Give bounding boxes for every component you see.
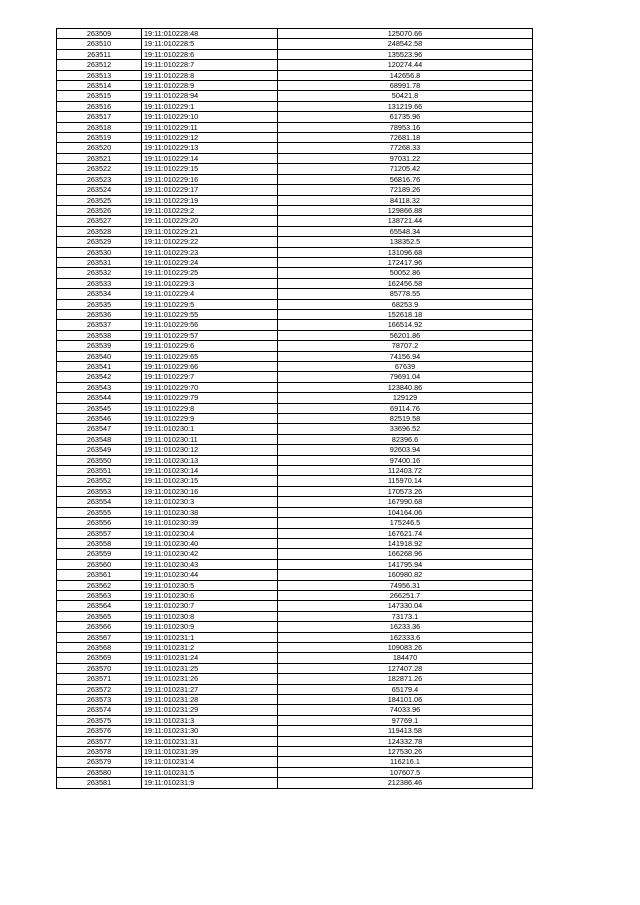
table-row	[57, 309, 533, 319]
cadastral-number-cell: 19:11:010228:5	[142, 39, 278, 49]
row-number-cell: 263557	[57, 528, 142, 538]
row-number-cell: 263512	[57, 60, 142, 70]
cadastral-number-cell: 19:11:010229:14	[142, 153, 278, 163]
cadastral-number-cell: 19:11:010229:20	[142, 216, 278, 226]
table-row	[57, 237, 533, 247]
row-number-cell: 263523	[57, 174, 142, 184]
cadastral-number-cell: 19:11:010230:16	[142, 486, 278, 496]
row-number-cell: 263520	[57, 143, 142, 153]
cadastral-number-cell: 19:11:010230:11	[142, 434, 278, 444]
value-cell: 127530.26	[278, 747, 533, 757]
cadastral-number-cell: 19:11:010229:24	[142, 257, 278, 267]
cadastral-number-cell: 19:11:010230:43	[142, 559, 278, 569]
table-row	[57, 382, 533, 392]
value-cell: 85778.55	[278, 289, 533, 299]
table-row	[57, 330, 533, 340]
value-cell: 141918.92	[278, 538, 533, 548]
table-row	[57, 538, 533, 548]
row-number-cell: 263526	[57, 205, 142, 215]
row-number-cell: 263535	[57, 299, 142, 309]
row-number-cell: 263564	[57, 601, 142, 611]
value-cell: 97031.22	[278, 153, 533, 163]
table-row	[57, 736, 533, 746]
cadastral-number-cell: 19:11:010229:17	[142, 185, 278, 195]
row-number-cell: 263554	[57, 497, 142, 507]
cadastral-number-cell: 19:11:010231:4	[142, 757, 278, 767]
cadastral-number-cell: 19:11:010229:16	[142, 174, 278, 184]
row-number-cell: 263546	[57, 414, 142, 424]
row-number-cell: 263513	[57, 70, 142, 80]
value-cell: 61735.96	[278, 112, 533, 122]
value-cell: 82396.6	[278, 434, 533, 444]
value-cell: 56201.86	[278, 330, 533, 340]
table-row	[57, 767, 533, 777]
table-row	[57, 757, 533, 767]
cadastral-number-cell: 19:11:010230:8	[142, 611, 278, 621]
row-number-cell: 263545	[57, 403, 142, 413]
row-number-cell: 263560	[57, 559, 142, 569]
value-cell: 124332.78	[278, 736, 533, 746]
value-cell: 182871.26	[278, 674, 533, 684]
cadastral-number-cell: 19:11:010231:25	[142, 663, 278, 673]
cadastral-number-cell: 19:11:010231:2	[142, 642, 278, 652]
row-number-cell: 263531	[57, 257, 142, 267]
table-row	[57, 466, 533, 476]
cadastral-number-cell: 19:11:010229:1	[142, 101, 278, 111]
table-row	[57, 684, 533, 694]
cadastral-number-cell: 19:11:010231:29	[142, 705, 278, 715]
table-row	[57, 424, 533, 434]
row-number-cell: 263509	[57, 29, 142, 39]
table-row	[57, 112, 533, 122]
value-cell: 33696.52	[278, 424, 533, 434]
value-cell: 16233.36	[278, 622, 533, 632]
data-table	[56, 28, 533, 789]
value-cell: 71205.42	[278, 164, 533, 174]
cadastral-number-cell: 19:11:010229:15	[142, 164, 278, 174]
cadastral-number-cell: 19:11:010229:9	[142, 414, 278, 424]
row-number-cell: 263574	[57, 705, 142, 715]
value-cell: 107607.5	[278, 767, 533, 777]
value-cell: 78953.16	[278, 122, 533, 132]
cadastral-number-cell: 19:11:010229:21	[142, 226, 278, 236]
table-row	[57, 268, 533, 278]
row-number-cell: 263527	[57, 216, 142, 226]
table-row	[57, 39, 533, 49]
cadastral-number-cell: 19:11:010231:26	[142, 674, 278, 684]
table-row	[57, 91, 533, 101]
value-cell: 138352.5	[278, 237, 533, 247]
row-number-cell: 263565	[57, 611, 142, 621]
value-cell: 104164.06	[278, 507, 533, 517]
table-row	[57, 642, 533, 652]
cadastral-number-cell: 19:11:010229:12	[142, 133, 278, 143]
table-row	[57, 778, 533, 788]
row-number-cell: 263537	[57, 320, 142, 330]
table-row	[57, 601, 533, 611]
value-cell: 135523.96	[278, 49, 533, 59]
row-number-cell: 263567	[57, 632, 142, 642]
value-cell: 74033.96	[278, 705, 533, 715]
cadastral-number-cell: 19:11:010229:22	[142, 237, 278, 247]
table-row	[57, 476, 533, 486]
table-row	[57, 611, 533, 621]
row-number-cell: 263544	[57, 393, 142, 403]
table-row	[57, 185, 533, 195]
row-number-cell: 263511	[57, 49, 142, 59]
row-number-cell: 263581	[57, 778, 142, 788]
table-row	[57, 414, 533, 424]
table-row	[57, 299, 533, 309]
table-row	[57, 580, 533, 590]
cadastral-number-cell: 19:11:010231:31	[142, 736, 278, 746]
row-number-cell: 263522	[57, 164, 142, 174]
table-row	[57, 216, 533, 226]
table-row	[57, 101, 533, 111]
value-cell: 147330.04	[278, 601, 533, 611]
value-cell: 212386.46	[278, 778, 533, 788]
table-row	[57, 559, 533, 569]
row-number-cell: 263553	[57, 486, 142, 496]
table-row	[57, 570, 533, 580]
row-number-cell: 263563	[57, 590, 142, 600]
cadastral-number-cell: 19:11:010229:8	[142, 403, 278, 413]
value-cell: 170573.26	[278, 486, 533, 496]
table-row	[57, 695, 533, 705]
row-number-cell: 263561	[57, 570, 142, 580]
row-number-cell: 263558	[57, 538, 142, 548]
value-cell: 79691.04	[278, 372, 533, 382]
cadastral-number-cell: 19:11:010228:8	[142, 70, 278, 80]
table-row	[57, 70, 533, 80]
row-number-cell: 263562	[57, 580, 142, 590]
value-cell: 266251.7	[278, 590, 533, 600]
cadastral-number-cell: 19:11:010228:7	[142, 60, 278, 70]
value-cell: 166514.92	[278, 320, 533, 330]
table-row	[57, 486, 533, 496]
cadastral-number-cell: 19:11:010231:28	[142, 695, 278, 705]
value-cell: 172417.96	[278, 257, 533, 267]
cadastral-number-cell: 19:11:010229:6	[142, 341, 278, 351]
cadastral-number-cell: 19:11:010230:14	[142, 466, 278, 476]
table-row	[57, 372, 533, 382]
table-row	[57, 122, 533, 132]
table-row	[57, 29, 533, 39]
row-number-cell: 263530	[57, 247, 142, 257]
value-cell: 116216.1	[278, 757, 533, 767]
row-number-cell: 263533	[57, 278, 142, 288]
value-cell: 84118.32	[278, 195, 533, 205]
cadastral-number-cell: 19:11:010230:7	[142, 601, 278, 611]
row-number-cell: 263510	[57, 39, 142, 49]
value-cell: 112403.72	[278, 466, 533, 476]
cadastral-number-cell: 19:11:010230:9	[142, 622, 278, 632]
row-number-cell: 263536	[57, 309, 142, 319]
cadastral-number-cell: 19:11:010229:11	[142, 122, 278, 132]
value-cell: 65179.4	[278, 684, 533, 694]
value-cell: 77268.33	[278, 143, 533, 153]
row-number-cell: 263549	[57, 445, 142, 455]
cadastral-number-cell: 19:11:010231:24	[142, 653, 278, 663]
value-cell: 141795.94	[278, 559, 533, 569]
cadastral-number-cell: 19:11:010230:12	[142, 445, 278, 455]
table-body	[57, 29, 533, 789]
row-number-cell: 263524	[57, 185, 142, 195]
table-row	[57, 497, 533, 507]
table-row	[57, 622, 533, 632]
value-cell: 138721.44	[278, 216, 533, 226]
table-row	[57, 278, 533, 288]
value-cell: 248542.58	[278, 39, 533, 49]
cadastral-number-cell: 19:11:010229:66	[142, 362, 278, 372]
cadastral-number-cell: 19:11:010229:79	[142, 393, 278, 403]
value-cell: 115970.14	[278, 476, 533, 486]
cadastral-number-cell: 19:11:010231:1	[142, 632, 278, 642]
row-number-cell: 263578	[57, 747, 142, 757]
cadastral-number-cell: 19:11:010230:5	[142, 580, 278, 590]
value-cell: 78707.2	[278, 341, 533, 351]
cadastral-number-cell: 19:11:010230:40	[142, 538, 278, 548]
row-number-cell: 263548	[57, 434, 142, 444]
row-number-cell: 263517	[57, 112, 142, 122]
row-number-cell: 263538	[57, 330, 142, 340]
value-cell: 166268.96	[278, 549, 533, 559]
row-number-cell: 263525	[57, 195, 142, 205]
row-number-cell: 263540	[57, 351, 142, 361]
value-cell: 72681.18	[278, 133, 533, 143]
value-cell: 129129	[278, 393, 533, 403]
row-number-cell: 263550	[57, 455, 142, 465]
cadastral-number-cell: 19:11:010230:38	[142, 507, 278, 517]
row-number-cell: 263576	[57, 726, 142, 736]
table-row	[57, 362, 533, 372]
table-row	[57, 445, 533, 455]
value-cell: 69114.76	[278, 403, 533, 413]
cadastral-number-cell: 19:11:010230:15	[142, 476, 278, 486]
row-number-cell: 263571	[57, 674, 142, 684]
row-number-cell: 263566	[57, 622, 142, 632]
cadastral-number-cell: 19:11:010229:19	[142, 195, 278, 205]
table-row	[57, 455, 533, 465]
value-cell: 82519.58	[278, 414, 533, 424]
table-row	[57, 153, 533, 163]
row-number-cell: 263542	[57, 372, 142, 382]
value-cell: 142656.8	[278, 70, 533, 80]
value-cell: 152618.18	[278, 309, 533, 319]
cadastral-number-cell: 19:11:010231:39	[142, 747, 278, 757]
row-number-cell: 263555	[57, 507, 142, 517]
row-number-cell: 263514	[57, 81, 142, 91]
cadastral-number-cell: 19:11:010229:10	[142, 112, 278, 122]
row-number-cell: 263573	[57, 695, 142, 705]
cadastral-number-cell: 19:11:010229:3	[142, 278, 278, 288]
cadastral-number-cell: 19:11:010230:13	[142, 455, 278, 465]
table-row	[57, 590, 533, 600]
value-cell: 73173.1	[278, 611, 533, 621]
row-number-cell: 263568	[57, 642, 142, 652]
cadastral-number-cell: 19:11:010229:65	[142, 351, 278, 361]
value-cell: 97400.16	[278, 455, 533, 465]
table-row	[57, 341, 533, 351]
cadastral-number-cell: 19:11:010229:2	[142, 205, 278, 215]
cadastral-number-cell: 19:11:010228:6	[142, 49, 278, 59]
cadastral-number-cell: 19:11:010229:7	[142, 372, 278, 382]
row-number-cell: 263534	[57, 289, 142, 299]
cadastral-number-cell: 19:11:010231:3	[142, 715, 278, 725]
table-row	[57, 747, 533, 757]
table-row	[57, 518, 533, 528]
table-row	[57, 705, 533, 715]
row-number-cell: 263570	[57, 663, 142, 673]
table-row	[57, 528, 533, 538]
value-cell: 50052.86	[278, 268, 533, 278]
table-row	[57, 289, 533, 299]
cadastral-number-cell: 19:11:010229:25	[142, 268, 278, 278]
row-number-cell: 263516	[57, 101, 142, 111]
row-number-cell: 263556	[57, 518, 142, 528]
value-cell: 67639	[278, 362, 533, 372]
cadastral-number-cell: 19:11:010231:27	[142, 684, 278, 694]
row-number-cell: 263547	[57, 424, 142, 434]
table-row	[57, 81, 533, 91]
row-number-cell: 263543	[57, 382, 142, 392]
table-row	[57, 60, 533, 70]
row-number-cell: 263532	[57, 268, 142, 278]
row-number-cell: 263528	[57, 226, 142, 236]
value-cell: 68991.78	[278, 81, 533, 91]
value-cell: 74156.94	[278, 351, 533, 361]
row-number-cell: 263518	[57, 122, 142, 132]
row-number-cell: 263529	[57, 237, 142, 247]
cadastral-number-cell: 19:11:010230:4	[142, 528, 278, 538]
row-number-cell: 263569	[57, 653, 142, 663]
row-number-cell: 263551	[57, 466, 142, 476]
row-number-cell: 263579	[57, 757, 142, 767]
table-row	[57, 653, 533, 663]
cadastral-number-cell: 19:11:010230:39	[142, 518, 278, 528]
value-cell: 167621.74	[278, 528, 533, 538]
table-row	[57, 164, 533, 174]
cadastral-number-cell: 19:11:010229:56	[142, 320, 278, 330]
cadastral-number-cell: 19:11:010229:70	[142, 382, 278, 392]
cadastral-number-cell: 19:11:010229:13	[142, 143, 278, 153]
row-number-cell: 263521	[57, 153, 142, 163]
cadastral-number-cell: 19:11:010228:48	[142, 29, 278, 39]
value-cell: 72189.26	[278, 185, 533, 195]
cadastral-number-cell: 19:11:010228:94	[142, 91, 278, 101]
row-number-cell: 263559	[57, 549, 142, 559]
value-cell: 68253.9	[278, 299, 533, 309]
table-row	[57, 195, 533, 205]
row-number-cell: 263580	[57, 767, 142, 777]
cadastral-number-cell: 19:11:010228:9	[142, 81, 278, 91]
table-row	[57, 205, 533, 215]
value-cell: 50421.8	[278, 91, 533, 101]
value-cell: 129866.88	[278, 205, 533, 215]
cadastral-number-cell: 19:11:010229:5	[142, 299, 278, 309]
value-cell: 184470	[278, 653, 533, 663]
cadastral-number-cell: 19:11:010229:4	[142, 289, 278, 299]
value-cell: 109083.26	[278, 642, 533, 652]
value-cell: 74956.31	[278, 580, 533, 590]
table-row	[57, 674, 533, 684]
row-number-cell: 263552	[57, 476, 142, 486]
row-number-cell: 263541	[57, 362, 142, 372]
cadastral-number-cell: 19:11:010230:1	[142, 424, 278, 434]
table-row	[57, 351, 533, 361]
table-row	[57, 143, 533, 153]
table-row	[57, 715, 533, 725]
value-cell: 123840.86	[278, 382, 533, 392]
value-cell: 97769.1	[278, 715, 533, 725]
table-row	[57, 393, 533, 403]
value-cell: 184101.06	[278, 695, 533, 705]
cadastral-number-cell: 19:11:010231:5	[142, 767, 278, 777]
row-number-cell: 263575	[57, 715, 142, 725]
table-row	[57, 403, 533, 413]
row-number-cell: 263572	[57, 684, 142, 694]
table-row	[57, 133, 533, 143]
cadastral-number-cell: 19:11:010231:30	[142, 726, 278, 736]
row-number-cell: 263515	[57, 91, 142, 101]
table-row	[57, 632, 533, 642]
value-cell: 120274.44	[278, 60, 533, 70]
value-cell: 160980.82	[278, 570, 533, 580]
table-row	[57, 726, 533, 736]
value-cell: 125070.66	[278, 29, 533, 39]
value-cell: 167990.68	[278, 497, 533, 507]
value-cell: 162333.6	[278, 632, 533, 642]
table-row	[57, 434, 533, 444]
value-cell: 119413.58	[278, 726, 533, 736]
cadastral-number-cell: 19:11:010230:3	[142, 497, 278, 507]
value-cell: 131219.66	[278, 101, 533, 111]
table-row	[57, 507, 533, 517]
row-number-cell: 263519	[57, 133, 142, 143]
cadastral-number-cell: 19:11:010229:23	[142, 247, 278, 257]
table-row	[57, 49, 533, 59]
table-row	[57, 226, 533, 236]
table-row	[57, 663, 533, 673]
value-cell: 175246.5	[278, 518, 533, 528]
table-row	[57, 247, 533, 257]
table-row	[57, 320, 533, 330]
cadastral-number-cell: 19:11:010231:9	[142, 778, 278, 788]
value-cell: 162456.58	[278, 278, 533, 288]
value-cell: 56816.76	[278, 174, 533, 184]
row-number-cell: 263577	[57, 736, 142, 746]
value-cell: 127407.28	[278, 663, 533, 673]
table-row	[57, 549, 533, 559]
table-row	[57, 257, 533, 267]
cadastral-number-cell: 19:11:010230:6	[142, 590, 278, 600]
row-number-cell: 263539	[57, 341, 142, 351]
cadastral-number-cell: 19:11:010230:42	[142, 549, 278, 559]
value-cell: 92603.94	[278, 445, 533, 455]
cadastral-number-cell: 19:11:010230:44	[142, 570, 278, 580]
cadastral-number-cell: 19:11:010229:57	[142, 330, 278, 340]
value-cell: 65548.34	[278, 226, 533, 236]
table-row	[57, 174, 533, 184]
cadastral-number-cell: 19:11:010229:55	[142, 309, 278, 319]
value-cell: 131096.68	[278, 247, 533, 257]
